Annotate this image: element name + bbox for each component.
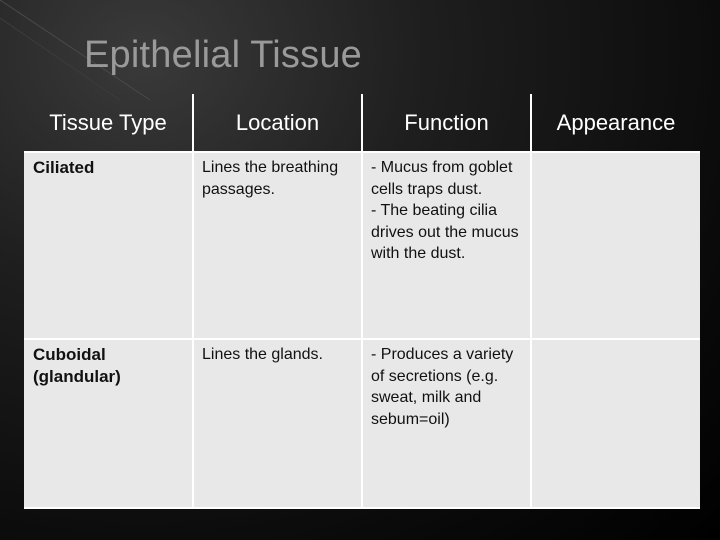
tissue-type-text: Ciliated — [33, 158, 95, 177]
header-appearance: Appearance — [531, 94, 700, 152]
header-location: Location — [193, 94, 362, 152]
table-header-row — [24, 94, 700, 152]
cell-tissue-type — [24, 339, 193, 508]
cell-appearance — [531, 152, 700, 339]
location-text: Lines the glands. — [202, 346, 323, 363]
function-text: - Produces a variety of secretions (e.g. sweat, milk and sebum=oil) — [371, 346, 514, 428]
location-text: Lines the breathing passages. — [202, 159, 339, 198]
cell-function — [362, 339, 531, 508]
cell-location — [193, 152, 362, 339]
cell-location — [193, 339, 362, 508]
table-row — [24, 152, 700, 339]
slide-title: Epithelial Tissue — [84, 34, 362, 76]
cell-tissue-type — [24, 152, 193, 339]
function-text: - Mucus from goblet cells traps dust. - The beating cilia drives out the mucus with the dust. — [371, 159, 519, 262]
table-row — [24, 339, 700, 508]
header-function: Function — [362, 94, 531, 152]
cell-appearance — [531, 339, 700, 508]
header-tissue-type: Tissue Type — [24, 94, 193, 152]
cell-function — [362, 152, 531, 339]
tissue-type-text: Cuboidal (glandular) — [33, 345, 121, 386]
epithelial-tissue-table — [24, 94, 700, 509]
